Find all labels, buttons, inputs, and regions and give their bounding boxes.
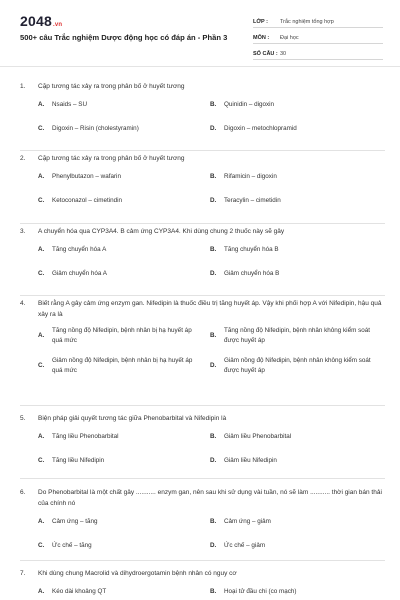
- option-letter: C.: [38, 457, 45, 464]
- option-text: Kéo dài khoảng QT: [52, 588, 107, 595]
- option-b[interactable]: [210, 100, 382, 110]
- question-stem: Biết rằng A gây cảm ứng enzym gan. Nifedipin là thuốc điều trị tăng huyết áp. Vậy khi phối hợp A với Nifedipin, hậu quả xảy ra là: [38, 300, 382, 318]
- question-item: [20, 479, 385, 561]
- option-text: Giảm liều Nifedipin: [224, 457, 277, 464]
- options-grid: [20, 517, 385, 551]
- question-stem: Biện pháp giải quyết tương tác giữa Phenobarbital và Nifedipin là: [38, 415, 227, 422]
- option-text: Ức chế – giảm: [224, 542, 266, 549]
- option-b[interactable]: [210, 517, 382, 527]
- question-stem: Cặp tương tác xảy ra trong phân bố ở huyết tương: [38, 155, 185, 162]
- option-text: Tăng chuyển hóa A: [52, 246, 107, 253]
- option-letter: A.: [38, 518, 45, 525]
- option-d[interactable]: [210, 541, 382, 551]
- question-item: [20, 406, 385, 479]
- question-text: [20, 298, 385, 320]
- option-d[interactable]: [210, 356, 382, 376]
- option-letter: D.: [210, 542, 217, 549]
- question-stem: A chuyển hóa qua CYP3A4. B cảm ứng CYP3A4. Khi dùng chung 2 thuốc này sẽ gây: [38, 228, 285, 235]
- option-a[interactable]: [38, 587, 210, 597]
- question-item: [20, 296, 385, 406]
- exam-title: 500+ câu Trắc nghiệm Dược động học có đáp án - Phần 3: [20, 33, 228, 42]
- question-text: [20, 81, 385, 92]
- question-number: 6.: [20, 489, 26, 496]
- question-text: [20, 568, 385, 579]
- options-grid: [20, 587, 385, 597]
- meta-value: Trắc nghiệm tổng hợp: [280, 19, 334, 25]
- question-number: 5.: [20, 415, 26, 422]
- question-number: 3.: [20, 228, 26, 235]
- options-grid: [20, 172, 385, 206]
- option-letter: A.: [38, 173, 45, 180]
- exam-header: [0, 0, 400, 70]
- option-a[interactable]: [38, 100, 210, 110]
- option-letter: D.: [210, 457, 217, 464]
- option-letter: C.: [38, 362, 45, 369]
- option-letter: B.: [210, 246, 217, 253]
- option-text: Phenylbutazon – wafarin: [52, 173, 121, 180]
- meta-row-class: [253, 12, 383, 28]
- option-text: Digoxin – Risin (cholestyramin): [52, 125, 139, 132]
- question-number: 1.: [20, 83, 26, 90]
- option-b[interactable]: [210, 245, 382, 255]
- meta-value: Đại học: [280, 35, 299, 41]
- option-text: Tăng nồng độ Nifedipin, bệnh nhân không kiểm soát được huyết áp: [224, 327, 370, 344]
- option-text: Teracylin – cimetidin: [224, 197, 281, 204]
- question-item: [20, 561, 385, 600]
- option-b[interactable]: [210, 587, 382, 597]
- option-d[interactable]: [210, 124, 382, 134]
- option-a[interactable]: [38, 517, 210, 527]
- option-letter: D.: [210, 362, 217, 369]
- option-b[interactable]: [210, 326, 382, 346]
- question-text: [20, 226, 385, 237]
- question-number: 7.: [20, 570, 26, 577]
- meta-key: MÔN :: [253, 35, 270, 41]
- option-letter: B.: [210, 518, 217, 525]
- question-text: [20, 153, 385, 164]
- option-letter: A.: [38, 246, 45, 253]
- question-stem: Do Phenobarbital là một chất gây ........... enzym gan, nên sau khi sử dụng vài tuần, nó sẽ làm ........... thời gian bán thải của chính nó: [38, 489, 382, 507]
- question-stem: Cặp tương tác xảy ra trong phân bố ở huyết tương: [38, 83, 185, 90]
- exam-meta: [253, 12, 383, 60]
- meta-value: 30: [280, 51, 287, 57]
- option-text: Rifamicin – digoxin: [224, 173, 277, 180]
- option-letter: A.: [38, 588, 45, 595]
- option-text: Tăng liều Phenobarbital: [52, 433, 119, 440]
- option-a[interactable]: [38, 172, 210, 182]
- header-divider: [0, 66, 400, 67]
- option-letter: B.: [210, 101, 217, 108]
- meta-row-subject: [253, 28, 383, 44]
- option-text: Tăng liều Nifedipin: [52, 457, 105, 464]
- option-text: Tăng chuyển hóa B: [224, 246, 279, 253]
- option-letter: B.: [210, 433, 217, 440]
- question-item: [20, 79, 385, 151]
- logo-tld: .vn: [52, 22, 63, 28]
- meta-key: LỚP :: [253, 19, 268, 25]
- logo-main: 2048: [20, 13, 52, 29]
- option-c[interactable]: [38, 456, 210, 466]
- option-letter: D.: [210, 270, 217, 277]
- question-number: 4.: [20, 300, 26, 307]
- question-number: 2.: [20, 155, 26, 162]
- options-grid: [20, 100, 385, 134]
- option-letter: A.: [38, 433, 45, 440]
- option-text: Giảm chuyển hóa B: [224, 270, 280, 277]
- option-b[interactable]: [210, 172, 382, 182]
- option-letter: C.: [38, 542, 45, 549]
- option-letter: B.: [210, 332, 217, 339]
- option-a[interactable]: [38, 326, 210, 346]
- options-grid: [20, 432, 385, 466]
- option-letter: C.: [38, 270, 45, 277]
- option-a[interactable]: [38, 432, 210, 442]
- option-text: Quinidin – digoxin: [224, 101, 275, 108]
- meta-row-count: [253, 44, 383, 60]
- option-text: Hoại tử đầu chi (co mạch): [224, 588, 297, 595]
- option-d[interactable]: [210, 456, 382, 466]
- option-text: Giảm nồng độ Nifedipin, bệnh nhân không kiểm soát được huyết áp: [224, 357, 371, 374]
- option-letter: D.: [210, 125, 217, 132]
- option-text: Cảm ứng – giảm: [224, 518, 271, 525]
- option-c[interactable]: [38, 541, 210, 551]
- options-grid: [20, 245, 385, 279]
- question-item: [20, 224, 385, 296]
- question-stem: Khi dùng chung Macrolid và dihydroergotamin bệnh nhân có nguy cơ: [38, 570, 237, 577]
- question-list: [20, 79, 385, 600]
- option-text: Giảm liều Phenobarbital: [224, 433, 292, 440]
- option-c[interactable]: [38, 356, 210, 376]
- question-text: [20, 413, 385, 424]
- option-text: Ức chế – tăng: [52, 542, 92, 549]
- option-text: Giảm nồng độ Nifedipin, bệnh nhân bị hạ huyết áp quá mức: [52, 357, 193, 374]
- option-c[interactable]: [38, 196, 210, 206]
- option-d[interactable]: [210, 269, 382, 279]
- question-item: [20, 151, 385, 224]
- option-c[interactable]: [38, 269, 210, 279]
- option-c[interactable]: [38, 124, 210, 134]
- option-text: Cảm ứng – tăng: [52, 518, 98, 525]
- option-letter: C.: [38, 125, 45, 132]
- option-letter: A.: [38, 332, 45, 339]
- question-text: [20, 487, 385, 509]
- option-text: Giảm chuyển hóa A: [52, 270, 107, 277]
- option-letter: D.: [210, 197, 217, 204]
- site-logo[interactable]: [20, 13, 62, 29]
- option-b[interactable]: [210, 432, 382, 442]
- option-d[interactable]: [210, 196, 382, 206]
- option-letter: B.: [210, 588, 217, 595]
- option-text: Nsaids – SU: [52, 101, 87, 108]
- option-a[interactable]: [38, 245, 210, 255]
- option-text: Digoxin – metochlopramid: [224, 125, 297, 132]
- option-letter: A.: [38, 101, 45, 108]
- meta-key: SỐ CÂU :: [253, 51, 278, 57]
- option-letter: C.: [38, 197, 45, 204]
- option-text: Ketoconazol – cimetindin: [52, 197, 123, 204]
- option-text: Tăng nồng độ Nifedipin, bệnh nhân bị hạ huyết áp quá mức: [52, 327, 192, 344]
- option-letter: B.: [210, 173, 217, 180]
- options-grid: [20, 326, 385, 376]
